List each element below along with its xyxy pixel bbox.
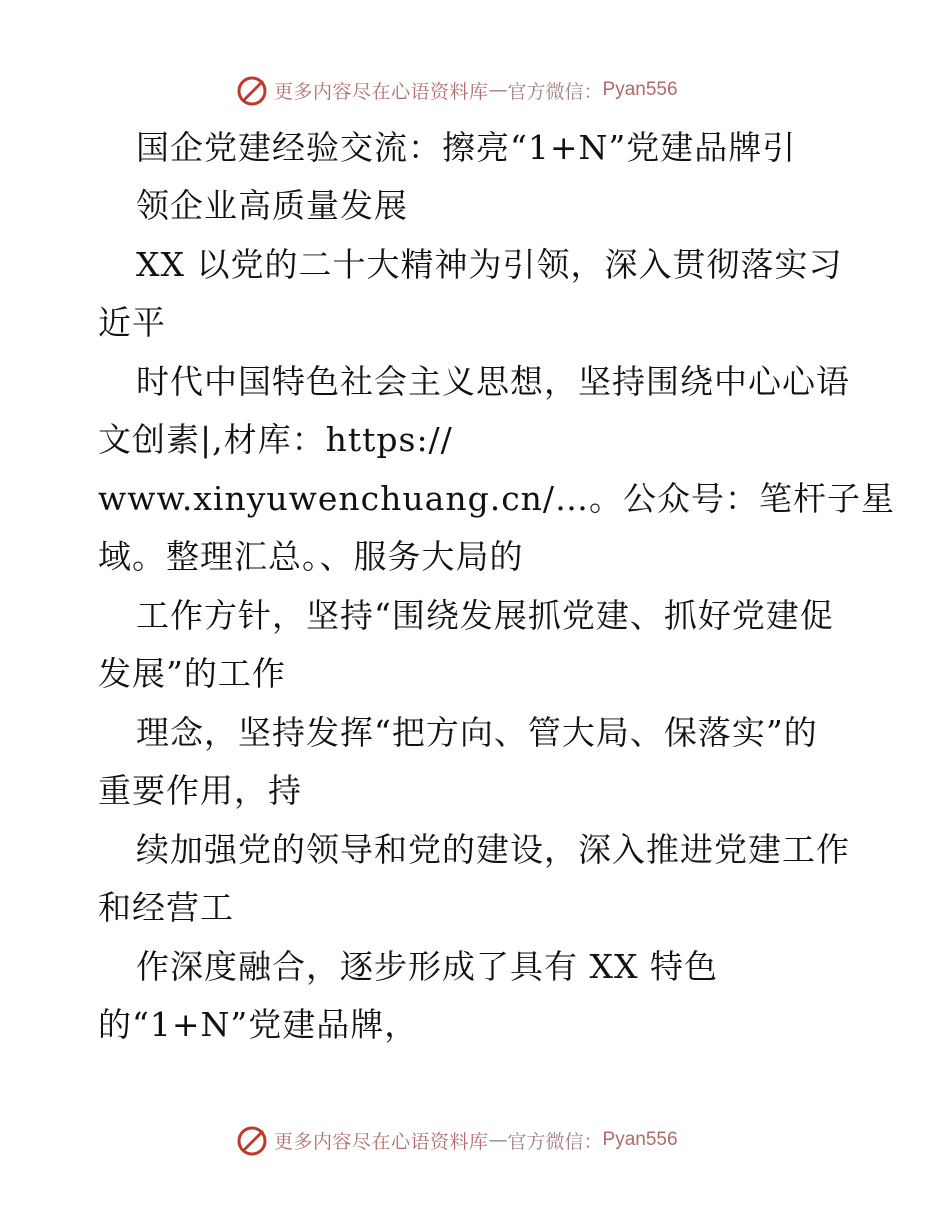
footer-slogan: 更多内容尽在心语资料库 — [274, 1130, 489, 1153]
paragraph-line: 作深度融合，逐步形成了具有 XX 特色 — [136, 947, 718, 986]
header-slogan: 更多内容尽在心语资料库 — [274, 80, 489, 103]
paragraph-line: 理念，坚持发挥“把方向、管大局、保落实”的 — [136, 713, 818, 752]
paragraph-line: 续加强党的领导和党的建设，深入推进党建工作 — [136, 830, 850, 869]
title-line-1: 国企党建经验交流：擦亮“1+N”党建品牌引 — [136, 128, 797, 167]
header-wechat-label: 官方微信： — [507, 80, 603, 103]
header-banner — [236, 72, 678, 108]
footer-banner — [236, 1122, 678, 1158]
header-wechat-id: Pyan556 — [602, 79, 678, 100]
footer-wechat-label: 官方微信： — [507, 1130, 603, 1153]
header-dash: — — [488, 79, 508, 101]
paragraph-line: 近平 — [98, 303, 166, 342]
paragraph-line: www.xinyuwenchuang.cn/…。公众号：笔杆子星 — [98, 479, 896, 518]
pen-logo-icon — [236, 1123, 270, 1157]
paragraph-line: 域。整理汇总。、服务大局的 — [98, 537, 524, 576]
footer-wechat-id: Pyan556 — [602, 1129, 678, 1150]
paragraph-line: 和经营工 — [98, 888, 234, 927]
paragraph-line: 文创素|,材库：https:// — [98, 420, 453, 459]
title-line-2: 领企业高质量发展 — [136, 186, 408, 225]
paragraph-line: 时代中国特色社会主义思想，坚持围绕中心心语 — [136, 362, 850, 401]
paragraph-line: 发展”的工作 — [98, 654, 286, 693]
paragraph-line: 重要作用，持 — [98, 771, 302, 810]
pen-logo-icon — [236, 73, 270, 107]
footer-dash: — — [488, 1129, 508, 1151]
paragraph-line: 工作方针，坚持“围绕发展抓党建、抓好党建促 — [136, 596, 834, 635]
paragraph-line: 的“1+N”党建品牌， — [98, 1005, 419, 1044]
paragraph-line: XX 以党的二十大精神为引领，深入贯彻落实习 — [136, 245, 843, 284]
